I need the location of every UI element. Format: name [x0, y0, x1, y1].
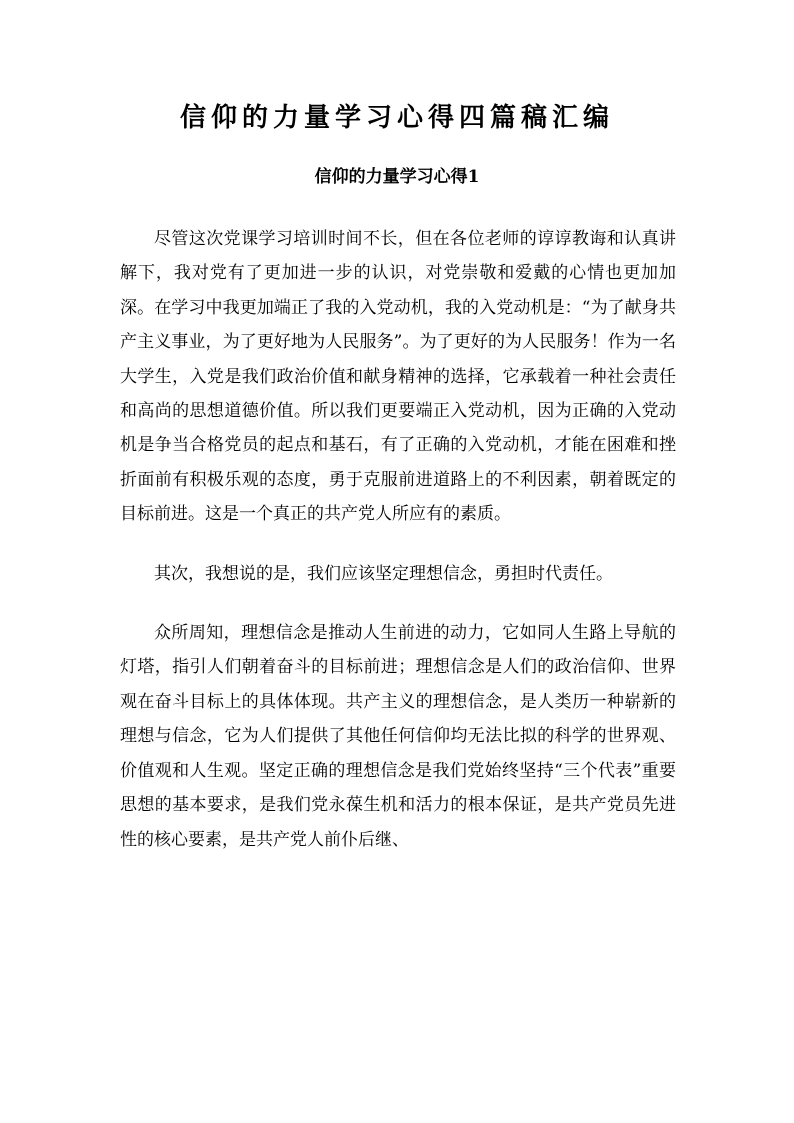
document-body — [120, 222, 676, 857]
paragraph: 其次，我想说的是，我们应该坚定理想信念，勇担时代责任。 — [154, 563, 613, 584]
document-title: 信仰的力量学习心得四篇稿汇编 — [179, 103, 614, 133]
paragraph: 众所周知，理想信念是推动人生前进的动力，它如同人生路上导航的灯塔，指引人们朝着奋斗的目标前进；理想信念是人们的政治信仰、世界观在奋斗目标上的具体体现。共产主义的理想信念，是人类历一种崭新的理想与信念，它为人们提供了其他任何信仰均无法比拟的科学的世界观、价值观和人生观。坚定正确的理想信念是我们党始终坚持“三个代表”重要思想的基本要求，是我们党永葆生机和活力的根本保证，是共产党员先进性的核心要素，是共产党人前仆后继、 — [120, 623, 676, 850]
paragraph: 尽管这次党课学习培训时间不长，但在各位老师的谆谆教诲和认真讲解下，我对党有了更加进一步的认识，对党崇敬和爱戴的心情也更加加深。在学习中我更加端正了我的入党动机，我的入党动机是：“为了献身共产主义事业，为了更好地为人民服务”。为了更好的为人民服务！作为一名大学生，入党是我们政治价值和献身精神的选择，它承载着一种社会责任和高尚的思想道德价值。所以我们更要端正入党动机，因为正确的入党动机是争当合格党员的起点和基石，有了正确的入党动机，才能在困难和挫折面前有积极乐观的态度，勇于克服前进道路上的不利因素，朝着既定的目标前进。这是一个真正的共产党人所应有的素质。 — [120, 229, 676, 525]
section-title: 信仰的力量学习心得1 — [314, 167, 480, 187]
